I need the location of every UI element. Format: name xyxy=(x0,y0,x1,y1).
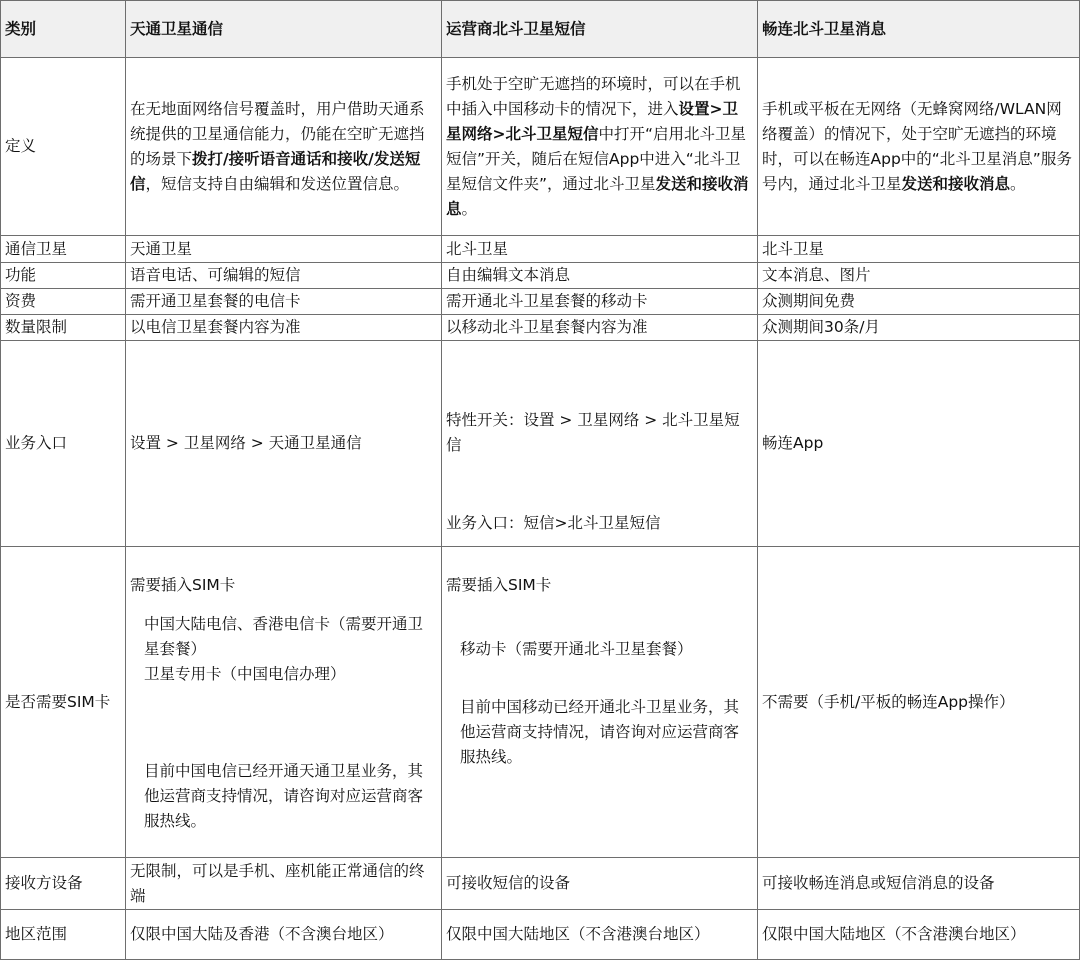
definition-changlian: 手机或平板在无网络（无蜂窝网络/WLAN网络覆盖）的情况下，处于空旷无遮挡的环境时，可以在畅连App中的“北斗卫星消息”服务号内，通过北斗卫星发送和接收消息。 xyxy=(758,58,1080,236)
fee-changlian: 众测期间免费 xyxy=(758,289,1080,315)
region-label: 地区范围 xyxy=(1,910,126,960)
receiver-changlian: 可接收畅连消息或短信消息的设备 xyxy=(758,858,1080,910)
function-row xyxy=(1,263,1080,289)
receiver-tiantong: 无限制，可以是手机、座机能正常通信的终端 xyxy=(126,858,442,910)
sim-label: 是否需要SIM卡 xyxy=(1,547,126,858)
limit-label: 数量限制 xyxy=(1,315,126,341)
definition-row xyxy=(1,58,1080,236)
region-row xyxy=(1,910,1080,960)
limit-changlian: 众测期间30条/月 xyxy=(758,315,1080,341)
limit-row xyxy=(1,315,1080,341)
sim-tiantong-card-2: 卫星专用卡（中国电信办理） xyxy=(144,665,346,683)
satellite-changlian: 北斗卫星 xyxy=(758,236,1080,263)
sim-row xyxy=(1,547,1080,858)
limit-beidou-sms: 以移动北斗卫星套餐内容为准 xyxy=(442,315,758,341)
receiver-row xyxy=(1,858,1080,910)
entry-row xyxy=(1,341,1080,547)
function-label: 功能 xyxy=(1,263,126,289)
function-tiantong: 语音电话、可编辑的短信 xyxy=(126,263,442,289)
header-changlian: 畅连北斗卫星消息 xyxy=(758,1,1080,58)
region-tiantong: 仅限中国大陆及香港（不含澳台地区） xyxy=(126,910,442,960)
region-changlian: 仅限中国大陆地区（不含港澳台地区） xyxy=(758,910,1080,960)
receiver-label: 接收方设备 xyxy=(1,858,126,910)
sim-sms-need: 需要插入SIM卡 xyxy=(446,576,552,594)
definition-tiantong: 在无地面网络信号覆盖时，用户借助天通系统提供的卫星通信能力，仍能在空旷无遮挡的场景下拨打/接听语音通话和接收/发送短信，短信支持自由编辑和发送位置信息。 xyxy=(126,58,442,236)
limit-tiantong: 以电信卫星套餐内容为准 xyxy=(126,315,442,341)
region-beidou-sms: 仅限中国大陆地区（不含港澳台地区） xyxy=(442,910,758,960)
sim-tiantong-note: 目前中国电信已经开通天通卫星业务，其他运营商支持情况，请咨询对应运营商客服热线。 xyxy=(144,762,424,830)
sim-changlian: 不需要（手机/平板的畅连App操作） xyxy=(758,547,1080,858)
sim-tiantong-card-1: 中国大陆电信、香港电信卡（需要开通卫星套餐） xyxy=(144,615,424,658)
fee-tiantong: 需开通卫星套餐的电信卡 xyxy=(126,289,442,315)
satellite-label: 通信卫星 xyxy=(1,236,126,263)
definition-beidou-sms: 手机处于空旷无遮挡的环境时，可以在手机中插入中国移动卡的情况下，进入设置>卫星网络>北斗卫星短信中打开“启用北斗卫星短信”开关，随后在短信App中进入“北斗卫星短信文件夹”，通过北斗卫星发送和接收消息。 xyxy=(442,58,758,236)
sim-sms-note: 目前中国移动已经开通北斗卫星业务，其他运营商支持情况，请咨询对应运营商客服热线。 xyxy=(460,698,740,766)
header-row xyxy=(1,1,1080,58)
header-category: 类别 xyxy=(1,1,126,58)
entry-beidou-sms xyxy=(442,341,758,547)
satellite-tiantong: 天通卫星 xyxy=(126,236,442,263)
fee-beidou-sms: 需开通北斗卫星套餐的移动卡 xyxy=(442,289,758,315)
sim-sms-card: 移动卡（需要开通北斗卫星套餐） xyxy=(460,640,693,658)
header-tiantong: 天通卫星通信 xyxy=(126,1,442,58)
sim-beidou-sms xyxy=(442,547,758,858)
receiver-beidou-sms: 可接收短信的设备 xyxy=(442,858,758,910)
entry-sms-path: 业务入口：短信>北斗卫星短信 xyxy=(446,513,661,532)
entry-label: 业务入口 xyxy=(1,341,126,547)
entry-sms-switch: 特性开关：设置 > 卫星网络 > 北斗卫星短信 xyxy=(446,410,740,454)
sim-tiantong-need: 需要插入SIM卡 xyxy=(130,576,236,594)
entry-changlian: 畅连App xyxy=(758,341,1080,547)
entry-tiantong: 设置 > 卫星网络 > 天通卫星通信 xyxy=(126,341,442,547)
function-changlian: 文本消息、图片 xyxy=(758,263,1080,289)
fee-label: 资费 xyxy=(1,289,126,315)
sim-tiantong xyxy=(126,547,442,858)
function-beidou-sms: 自由编辑文本消息 xyxy=(442,263,758,289)
definition-label: 定义 xyxy=(1,58,126,236)
header-beidou-sms: 运营商北斗卫星短信 xyxy=(442,1,758,58)
fee-row xyxy=(1,289,1080,315)
satellite-row xyxy=(1,236,1080,263)
satellite-beidou-sms: 北斗卫星 xyxy=(442,236,758,263)
